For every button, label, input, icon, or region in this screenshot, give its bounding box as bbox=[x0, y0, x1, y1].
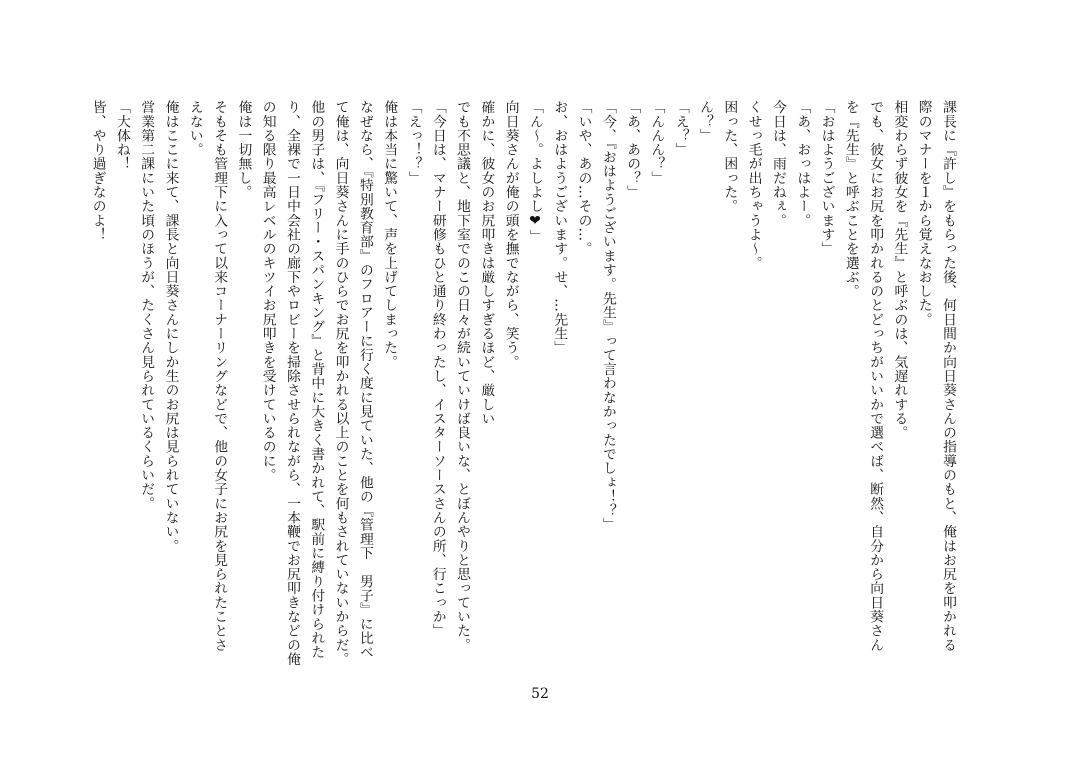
text-line: 「いや、あの…その…。 bbox=[575, 100, 592, 256]
vertical-text-body bbox=[89, 100, 960, 666]
text-line: 「んんん？」 bbox=[648, 100, 665, 185]
text-line: 今日は、雨だねぇ。 bbox=[769, 100, 786, 228]
text-line: 他の男子は、『フリー・スパンキング』と背中に大きく書かれて、駅前に縛り付けられた bbox=[308, 100, 325, 660]
text-line: お、おはようございます。せ、…先生」 bbox=[551, 100, 568, 355]
text-line: 営業第二課にいた頃のほうが、たくさん見られているくらいだ。 bbox=[138, 100, 155, 511]
text-line: でも、彼女にお尻を叩かれるのとどっちがいいかで選べば、断然、自分から向日葵さん bbox=[867, 100, 884, 652]
text-line: でも不思議と、地下室でのこの日々が続いていけば良いな、とぼんやりと思っていた。 bbox=[454, 100, 471, 652]
text-line: 向日葵さんが俺の頭を撫でながら、笑う。 bbox=[502, 100, 519, 369]
text-line: 際のマナーを１から覚えなおした。 bbox=[915, 100, 932, 327]
text-line: 「あ、おっはよー。 bbox=[794, 100, 811, 228]
text-line: 「えっ！？」 bbox=[405, 100, 422, 185]
text-line: 「え？」 bbox=[672, 100, 689, 157]
text-line: の知る限り最高レベルのキツイお尻叩きを受けているのに。 bbox=[259, 100, 276, 483]
text-line: て俺は、向日葵さんに手のひらでお尻を叩かれる以上のことを何もされていないからだ。 bbox=[332, 100, 349, 666]
text-line: 確かに、彼女のお尻叩きは厳しすぎるほど、厳しい bbox=[478, 100, 495, 426]
text-line: 相変わらず彼女を『先生』と呼ぶのは、気遅れする。 bbox=[891, 100, 908, 440]
text-line: 俺はここに来て、課長と向日葵さんにしか生のお尻は見られていない。 bbox=[162, 100, 179, 553]
text-line: えない。 bbox=[186, 100, 203, 157]
text-line: そもそも管理下に入って以来コーナーリングなどで、他の女子にお尻を見られたことさ bbox=[211, 100, 228, 652]
text-line: 「おはようございます」 bbox=[818, 100, 835, 256]
text-line: なぜなら、『特別教育部』のフロアーに行く度に見ていた、他の『管理下 男子』に比べ bbox=[356, 100, 373, 660]
text-line: 「あ、あの？」 bbox=[624, 100, 641, 200]
page-number: 52 bbox=[531, 686, 549, 702]
text-line: 俺は本当に驚いて、声を上げてしまった。 bbox=[381, 100, 398, 369]
text-line: 「大体ね！ bbox=[113, 100, 130, 171]
text-line: 俺は一切無し。 bbox=[235, 100, 252, 200]
text-line: くせっ毛が出ちゃうよ～。 bbox=[745, 100, 762, 270]
text-line: 課長に『許し』をもらった後、何日間か向日葵さんの指導のもと、俺はお尻を叩かれる bbox=[940, 100, 956, 652]
text-line: 困った、困った。 bbox=[721, 100, 738, 214]
text-line: 皆、やり過ぎなのよ！ bbox=[89, 100, 106, 242]
text-line: 「今日は、マナー研修もひと通り終わったし、イスターソースさんの所、行こっか」 bbox=[429, 100, 446, 638]
text-line: 「今、『おはようございます。先生』って言わなかったでしょ！？」 bbox=[599, 100, 616, 532]
text-line: ん？」 bbox=[697, 100, 714, 143]
text-line: り、全裸で一日中会社の廊下やロビーを掃除させられながら、一本鞭でお尻叩きなどの俺 bbox=[283, 100, 300, 666]
text-line: を『先生』と呼ぶことを選ぶ。 bbox=[842, 100, 859, 299]
text-line: 「ん～。よしよし❤」 bbox=[526, 100, 543, 244]
